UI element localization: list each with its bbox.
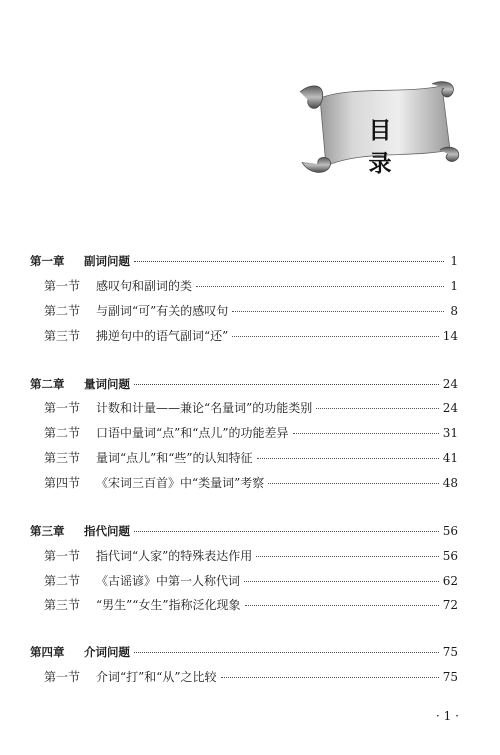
toc-section-1-3[interactable] [44,326,458,346]
dot-leader [268,483,438,484]
chapter-number: 第一章 [30,254,65,268]
toc-heading: 目 录 [368,117,451,177]
chapter-title: 介词问题 [84,645,130,659]
dot-leader [134,261,444,262]
dot-leader [244,581,439,582]
chapter-title: 副词问题 [84,254,130,268]
section-number: 第三节 [44,598,81,612]
section-number: 第一节 [44,670,81,684]
toc-section-1-2[interactable] [44,301,458,321]
section-title: 《宋词三百首》中“类量词”考察 [96,476,265,490]
dot-leader [134,652,439,653]
toc-section-2-1[interactable] [44,398,458,418]
dot-leader [257,458,439,459]
page-folio: · 1 · [436,709,459,723]
section-number: 第二节 [44,304,81,318]
page-number: 48 [442,476,458,490]
dot-leader [134,531,439,532]
toc-section-3-1[interactable] [44,546,458,566]
section-title: 感叹句和副词的类 [96,279,193,293]
toc-chapter-2[interactable] [30,374,458,394]
page-number: 1 [450,254,458,268]
dot-leader [293,433,439,434]
toc-section-1-1[interactable] [44,276,458,296]
toc-chapter-4[interactable] [30,642,458,662]
toc-section-2-3[interactable] [44,448,458,468]
section-title: 指代词“人家”的特殊表达作用 [96,549,253,563]
chapter-number: 第三章 [30,524,65,538]
section-title: 《古谣谚》中第一人称代词 [96,574,241,588]
chapter-number: 第四章 [30,645,65,659]
section-title: “男生”“女生”指称泛化现象 [96,598,241,612]
toc-section-2-4[interactable] [44,473,458,493]
dot-leader [316,408,438,409]
page-number: 1 [450,279,458,293]
page-number: 8 [450,304,458,318]
section-title: 口语中量词“点”和“点儿”的功能差异 [96,426,289,440]
toc-section-4-1[interactable] [44,667,458,687]
dot-leader [196,286,444,287]
toc-chapter-3[interactable] [30,521,458,541]
dot-leader [134,384,439,385]
page-number: 62 [442,574,458,588]
chapter-title: 指代问题 [84,524,130,538]
section-title: 介词“打”和“从”之比较 [96,670,217,684]
section-title: 与副词“可”有关的感叹句 [96,304,229,318]
dot-leader [256,556,438,557]
section-number: 第二节 [44,574,81,588]
chapter-number: 第二章 [30,377,65,391]
toc-section-3-3[interactable] [44,595,458,615]
dot-leader [245,605,439,606]
page-number: 56 [442,524,458,538]
page-number: 75 [442,670,458,684]
dot-leader [232,311,444,312]
toc-section-3-2[interactable] [44,571,458,591]
section-number: 第一节 [44,279,81,293]
section-number: 第三节 [44,451,81,465]
section-number: 第一节 [44,401,81,415]
page-number: 75 [442,645,458,659]
section-number: 第一节 [44,549,81,563]
page-number: 56 [442,549,458,563]
page-number: 72 [442,598,458,612]
page-number: 24 [442,377,458,391]
page-number: 31 [442,426,458,440]
page-number: 24 [442,401,458,415]
section-title: 计数和计量——兼论“名量词”的功能类别 [96,401,313,415]
section-number: 第三节 [44,329,81,343]
section-title: 拂逆句中的语气副词“还” [96,329,229,343]
section-number: 第二节 [44,426,81,440]
chapter-title: 量词问题 [84,377,130,391]
toc-section-2-2[interactable] [44,423,458,443]
section-title: 量词“点儿”和“些”的认知特征 [96,451,253,465]
dot-leader [221,677,439,678]
dot-leader [232,336,438,337]
page-number: 14 [442,329,458,343]
page-number: 41 [442,451,458,465]
section-number: 第四节 [44,476,81,490]
toc-chapter-1[interactable] [30,251,458,271]
